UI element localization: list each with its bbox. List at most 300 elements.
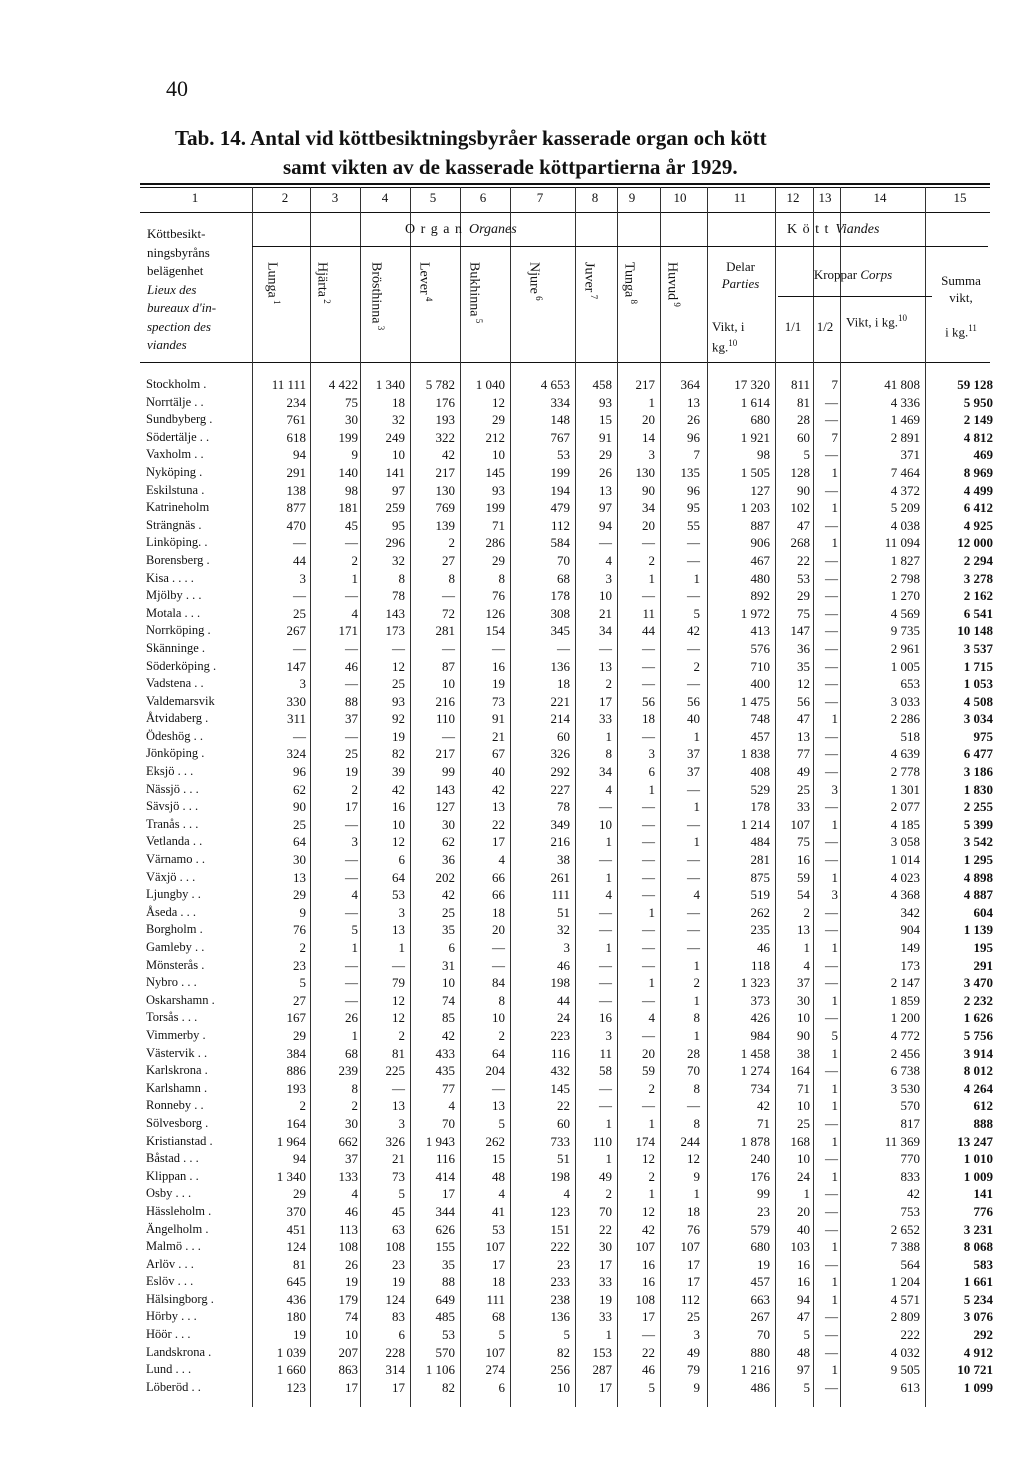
- table-cell: 148: [550, 412, 570, 428]
- table-cell: 145: [485, 464, 505, 480]
- table-cell: 238: [550, 1291, 570, 1307]
- bureau-name: Ronneby . .: [146, 1098, 204, 1113]
- table-cell: 2: [803, 904, 810, 920]
- table-cell: 99: [757, 1186, 770, 1202]
- table-cell: 1 005: [890, 658, 920, 674]
- table-cell: 116: [550, 1045, 570, 1061]
- table-row: [0, 517, 1024, 535]
- total-weight-cell: 4 912: [963, 1344, 993, 1360]
- table-cell: —: [687, 535, 700, 551]
- table-cell: —: [825, 852, 838, 868]
- table-cell: 7 464: [890, 464, 920, 480]
- table-cell: —: [825, 1115, 838, 1131]
- table-cell: 1: [831, 464, 838, 480]
- table-cell: 147: [790, 623, 810, 639]
- total-weight-cell: 612: [973, 1098, 993, 1114]
- total-weight-cell: 10 148: [957, 623, 993, 639]
- meat-group-label: K ö t t: [787, 222, 830, 237]
- table-cell: —: [687, 816, 700, 832]
- table-cell: 322: [435, 429, 455, 445]
- table-cell: 3: [351, 834, 358, 850]
- table-cell: 39: [392, 764, 405, 780]
- table-cell: 281: [435, 623, 455, 639]
- table-cell: 11: [642, 605, 655, 621]
- table-cell: 40: [492, 764, 505, 780]
- table-cell: 564: [900, 1256, 920, 1272]
- table-cell: 3 530: [890, 1080, 920, 1096]
- table-cell: 326: [385, 1133, 405, 1149]
- table-cell: —: [825, 605, 838, 621]
- table-cell: 1: [831, 500, 838, 516]
- table-cell: 21: [599, 605, 612, 621]
- total-weight-cell: 1 661: [963, 1274, 993, 1290]
- table-cell: 127: [750, 482, 770, 498]
- total-weight-cell: 583: [973, 1256, 993, 1272]
- table-cell: 108: [338, 1239, 358, 1255]
- table-cell: 29: [293, 1027, 306, 1043]
- total-weight-cell: 2 149: [963, 412, 993, 428]
- table-cell: 8: [605, 746, 612, 762]
- table-cell: 256: [550, 1362, 570, 1378]
- column-number: 8: [591, 190, 599, 205]
- table-cell: 96: [687, 482, 700, 498]
- table-cell: 53: [797, 570, 810, 586]
- organ-header-note: 4: [424, 294, 434, 302]
- table-cell: 480: [750, 570, 770, 586]
- table-cell: 2: [351, 781, 358, 797]
- table-cell: 38: [557, 852, 570, 868]
- bureau-name: Nässjö . . .: [146, 781, 199, 796]
- table-cell: 1: [831, 711, 838, 727]
- table-cell: 25: [392, 676, 405, 692]
- bureau-name: Södertälje . .: [146, 429, 210, 444]
- table-row: [0, 710, 1024, 728]
- bureau-name: Eskilstuna .: [146, 482, 205, 497]
- table-cell: 6: [648, 764, 655, 780]
- table-cell: 14: [642, 429, 655, 445]
- table-cell: 400: [750, 676, 770, 692]
- bureau-name: Ängelholm .: [146, 1221, 209, 1236]
- table-row: [0, 570, 1024, 588]
- table-cell: —: [293, 728, 306, 744]
- organ-header-label: Hjärta: [314, 262, 330, 297]
- table-cell: 1 921: [740, 429, 770, 445]
- bureau-name: Karlskrona .: [146, 1063, 208, 1078]
- bureau-name: Karlshamn .: [146, 1080, 208, 1095]
- table-cell: 174: [635, 1133, 655, 1149]
- table-cell: 311: [286, 711, 306, 727]
- table-cell: 1: [648, 1115, 655, 1131]
- table-cell: 17: [442, 1186, 455, 1202]
- organ-header-note: 2: [322, 296, 332, 304]
- table-cell: 60: [557, 1115, 570, 1131]
- bureau-name: Landskrona .: [146, 1344, 212, 1359]
- table-cell: 9 505: [890, 1362, 920, 1378]
- table-cell: 1: [605, 940, 612, 955]
- total-weight-cell: 3 542: [963, 834, 993, 850]
- table-cell: 12: [392, 1010, 405, 1026]
- table-cell: 49: [687, 1344, 700, 1360]
- table-row: [0, 1273, 1024, 1291]
- table-cell: 1: [831, 940, 838, 955]
- table-cell: 4 023: [890, 869, 920, 885]
- column-number: 2: [281, 190, 289, 205]
- table-cell: 181: [338, 500, 358, 516]
- table-cell: 262: [750, 904, 770, 920]
- table-cell: 17: [599, 1379, 612, 1395]
- table-cell: 199: [550, 464, 570, 480]
- table-cell: 10: [392, 447, 405, 463]
- bureau-name: Kristianstad .: [146, 1133, 213, 1148]
- table-cell: 78: [392, 588, 405, 604]
- table-cell: 81: [797, 394, 810, 410]
- table-cell: 4: [448, 1098, 455, 1114]
- table-cell: 32: [392, 552, 405, 568]
- table-cell: 34: [599, 623, 612, 639]
- table-cell: 37: [687, 746, 700, 762]
- bureau-name: Strängnäs .: [146, 517, 202, 532]
- table-cell: 90: [293, 799, 306, 815]
- total-weight-cell: 3 278: [963, 570, 993, 586]
- table-cell: —: [825, 904, 838, 920]
- total-weight-cell: 59 128: [957, 377, 993, 392]
- column-number: 3: [331, 190, 339, 205]
- table-cell: 12: [797, 676, 810, 692]
- table-cell: 2: [351, 552, 358, 568]
- parts-weight-label: Vikt, i kg.: [712, 319, 745, 355]
- total-weight-cell: 5 756: [963, 1027, 993, 1043]
- table-cell: 1: [693, 1027, 700, 1043]
- table-cell: 46: [642, 1362, 655, 1378]
- table-cell: —: [293, 640, 306, 656]
- table-cell: —: [345, 957, 358, 973]
- table-row: [0, 781, 1024, 799]
- table-cell: 345: [550, 623, 570, 639]
- table-cell: 3: [398, 1115, 405, 1131]
- bureau-name: Klippan . .: [146, 1168, 199, 1183]
- organ-header-note: 1: [272, 297, 282, 305]
- bureau-name: Eksjö . . .: [146, 764, 194, 779]
- table-cell: —: [825, 957, 838, 973]
- bureau-name: Västervik . .: [146, 1045, 208, 1060]
- organ-header-note: 7: [589, 292, 599, 300]
- page-number: 40: [166, 76, 188, 101]
- table-cell: 70: [557, 552, 570, 568]
- table-cell: —: [599, 799, 612, 815]
- table-cell: 25: [293, 605, 306, 621]
- table-row: [0, 886, 1024, 904]
- bureau-name: Arlöv . . .: [146, 1256, 194, 1271]
- table-cell: 5: [563, 1327, 570, 1343]
- table-cell: 133: [338, 1168, 358, 1184]
- table-cell: 11 094: [884, 535, 920, 551]
- table-cell: 274: [485, 1362, 505, 1378]
- table-cell: 19: [757, 1256, 770, 1272]
- table-cell: —: [642, 992, 655, 1008]
- table-cell: 20: [642, 517, 655, 533]
- table-cell: 94: [797, 1291, 810, 1307]
- table-cell: 58: [599, 1063, 612, 1079]
- table-cell: —: [825, 1309, 838, 1325]
- table-row: [0, 1133, 1024, 1151]
- table-cell: 49: [599, 1168, 612, 1184]
- table-cell: 10: [442, 975, 455, 991]
- table-cell: —: [825, 764, 838, 780]
- table-cell: 875: [750, 869, 770, 885]
- table-cell: 4: [563, 1186, 570, 1202]
- bureau-name: Åseda . . .: [146, 904, 196, 919]
- table-cell: 3: [563, 940, 570, 955]
- table-cell: 613: [900, 1379, 920, 1395]
- table-cell: 287: [592, 1362, 612, 1378]
- table-cell: 64: [293, 834, 306, 850]
- table-cell: 29: [293, 1186, 306, 1202]
- table-cell: 145: [550, 1080, 570, 1096]
- parts-label: Delar: [726, 259, 755, 274]
- table-cell: 173: [385, 623, 405, 639]
- table-cell: 2 286: [890, 711, 920, 727]
- table-cell: 663: [750, 1291, 770, 1307]
- total-weight-cell: 1 626: [963, 1010, 993, 1026]
- table-cell: 4: [498, 852, 505, 868]
- table-cell: 29: [492, 412, 505, 428]
- table-cell: 44: [642, 623, 655, 639]
- table-row: [0, 1326, 1024, 1344]
- table-row: [0, 394, 1024, 412]
- column-number: 7: [536, 190, 544, 205]
- table-cell: 27: [293, 992, 306, 1008]
- table-cell: 244: [680, 1133, 700, 1149]
- table-cell: 16: [797, 1256, 810, 1272]
- table-cell: 25: [345, 746, 358, 762]
- table-cell: —: [492, 1080, 505, 1096]
- table-cell: —: [599, 922, 612, 938]
- organ-header-5: [465, 262, 484, 323]
- table-cell: 5: [831, 1027, 838, 1043]
- table-row: [0, 798, 1024, 816]
- table-cell: —: [345, 904, 358, 920]
- table-cell: 42: [392, 781, 405, 797]
- table-cell: 1 878: [740, 1133, 770, 1149]
- title-line-1: Tab. 14. Antal vid köttbesiktningsbyråer kasserade organ och kött: [175, 126, 767, 150]
- table-cell: 16: [392, 799, 405, 815]
- bureau-name: Nyköping .: [146, 464, 203, 479]
- table-cell: 19: [345, 1274, 358, 1290]
- table-cell: 204: [485, 1063, 505, 1079]
- table-cell: 1 039: [276, 1344, 306, 1360]
- table-cell: 56: [797, 693, 810, 709]
- table-row: [0, 816, 1024, 834]
- table-cell: 10: [797, 1151, 810, 1167]
- bureau-name: Vaxholm . .: [146, 447, 204, 462]
- table-cell: 451: [286, 1221, 306, 1237]
- table-cell: —: [825, 1256, 838, 1272]
- table-cell: 123: [550, 1203, 570, 1219]
- table-cell: 13: [392, 922, 405, 938]
- table-row: [0, 411, 1024, 429]
- table-cell: 19: [492, 676, 505, 692]
- total-weight-cell: 10 721: [957, 1362, 993, 1378]
- total-weight-cell: 13 247: [957, 1133, 993, 1149]
- table-cell: 267: [286, 623, 306, 639]
- table-cell: —: [825, 1344, 838, 1360]
- total-note: 11: [968, 323, 977, 333]
- table-cell: —: [442, 588, 455, 604]
- table-cell: 51: [557, 1151, 570, 1167]
- table-cell: 74: [345, 1309, 358, 1325]
- table-cell: 25: [442, 904, 455, 920]
- table-cell: 18: [492, 1274, 505, 1290]
- table-cell: 479: [550, 500, 570, 516]
- table-cell: 13: [293, 869, 306, 885]
- table-cell: —: [442, 640, 455, 656]
- table-row: [0, 1027, 1024, 1045]
- table-cell: 70: [442, 1115, 455, 1131]
- table-cell: 330: [286, 693, 306, 709]
- bureau-name: Tranås . . .: [146, 816, 199, 831]
- table-cell: 18: [642, 711, 655, 727]
- table-cell: —: [642, 1027, 655, 1043]
- table-cell: 10: [797, 1098, 810, 1114]
- table-cell: 4 336: [890, 394, 920, 410]
- table-row: [0, 921, 1024, 939]
- table-cell: 75: [345, 394, 358, 410]
- table-cell: 176: [435, 394, 455, 410]
- table-cell: 3 058: [890, 834, 920, 850]
- table-row: [0, 587, 1024, 605]
- table-cell: 12: [642, 1203, 655, 1219]
- table-cell: —: [557, 640, 570, 656]
- table-row: [0, 376, 1024, 394]
- table-cell: —: [687, 588, 700, 604]
- table-row: [0, 1185, 1024, 1203]
- total-weight-cell: 469: [973, 447, 993, 463]
- table-cell: 123: [286, 1379, 306, 1395]
- table-cell: 2: [448, 535, 455, 551]
- table-cell: 21: [392, 1151, 405, 1167]
- table-cell: 240: [750, 1151, 770, 1167]
- table-cell: 26: [345, 1010, 358, 1026]
- table-cell: —: [345, 852, 358, 868]
- table-cell: 128: [790, 464, 810, 480]
- table-cell: 199: [485, 500, 505, 516]
- table-cell: 136: [550, 658, 570, 674]
- table-cell: 228: [385, 1344, 405, 1360]
- total-weight-cell: 6 477: [963, 746, 993, 762]
- table-cell: —: [392, 957, 405, 973]
- table-cell: 291: [286, 464, 306, 480]
- table-cell: —: [392, 640, 405, 656]
- table-cell: 4 422: [328, 377, 358, 392]
- table-cell: 42: [687, 623, 700, 639]
- table-cell: 70: [599, 1203, 612, 1219]
- table-cell: 4 372: [890, 482, 920, 498]
- table-cell: 79: [687, 1362, 700, 1378]
- table-cell: 3: [299, 570, 306, 586]
- table-cell: 326: [550, 746, 570, 762]
- table-cell: 214: [550, 711, 570, 727]
- table-cell: 62: [293, 781, 306, 797]
- table-cell: 68: [492, 1309, 505, 1325]
- table-cell: 17: [599, 1256, 612, 1272]
- table-cell: 199: [338, 429, 358, 445]
- table-cell: 8: [693, 1010, 700, 1026]
- table-cell: 164: [286, 1115, 306, 1131]
- table-row: [0, 675, 1024, 693]
- table-cell: 20: [642, 1045, 655, 1061]
- table-cell: 53: [392, 887, 405, 903]
- table-row: [0, 869, 1024, 887]
- table-cell: —: [825, 746, 838, 762]
- table-cell: —: [642, 940, 655, 955]
- table-cell: 1 614: [740, 394, 770, 410]
- table-cell: —: [825, 1186, 838, 1202]
- total-weight-cell: 1 295: [963, 852, 993, 868]
- bureau-name: Ödeshög . .: [146, 728, 203, 743]
- table-cell: 413: [750, 623, 770, 639]
- table-cell: 37: [345, 711, 358, 727]
- table-cell: 46: [345, 1203, 358, 1219]
- table-cell: 3: [693, 1327, 700, 1343]
- table-cell: 153: [592, 1344, 612, 1360]
- bureau-name: Eslöv . . .: [146, 1274, 194, 1289]
- table-cell: —: [825, 1327, 838, 1343]
- table-cell: 37: [687, 764, 700, 780]
- table-cell: 59: [797, 869, 810, 885]
- table-cell: —: [599, 904, 612, 920]
- table-cell: 1 323: [740, 975, 770, 991]
- table-cell: 23: [392, 1256, 405, 1272]
- table-cell: 1: [831, 1133, 838, 1149]
- table-cell: 15: [492, 1151, 505, 1167]
- table-row: [0, 833, 1024, 851]
- table-cell: —: [825, 447, 838, 463]
- table-cell: —: [687, 922, 700, 938]
- total-weight-cell: 4 887: [963, 887, 993, 903]
- table-cell: 17: [392, 1379, 405, 1395]
- table-cell: 10: [599, 816, 612, 832]
- table-cell: —: [345, 975, 358, 991]
- table-cell: 17: [345, 799, 358, 815]
- table-cell: 179: [338, 1291, 358, 1307]
- total-weight-cell: 4 925: [963, 517, 993, 533]
- table-cell: 1: [693, 570, 700, 586]
- bureau-name: Höör . . .: [146, 1327, 191, 1342]
- total-weight-cell: 292: [973, 1327, 993, 1343]
- table-cell: 25: [797, 1115, 810, 1131]
- table-cell: —: [825, 640, 838, 656]
- column-number: 6: [479, 190, 487, 205]
- table-cell: 12: [642, 1151, 655, 1167]
- bureau-header-line-fr: bureaux d'in-: [147, 300, 217, 315]
- table-cell: 18: [492, 904, 505, 920]
- table-cell: —: [825, 588, 838, 604]
- table-cell: 42: [757, 1098, 770, 1114]
- organ-header-note: 8: [629, 297, 639, 305]
- table-cell: —: [825, 1379, 838, 1395]
- table-cell: —: [642, 1098, 655, 1114]
- table-cell: 3: [605, 1027, 612, 1043]
- table-cell: 467: [750, 552, 770, 568]
- table-cell: 34: [599, 764, 612, 780]
- table-cell: 76: [687, 1221, 700, 1237]
- table-cell: 1: [351, 1027, 358, 1043]
- table-cell: 64: [492, 1045, 505, 1061]
- table-cell: 48: [797, 1344, 810, 1360]
- table-row: [0, 622, 1024, 640]
- table-cell: 76: [293, 922, 306, 938]
- table-cell: 12: [392, 834, 405, 850]
